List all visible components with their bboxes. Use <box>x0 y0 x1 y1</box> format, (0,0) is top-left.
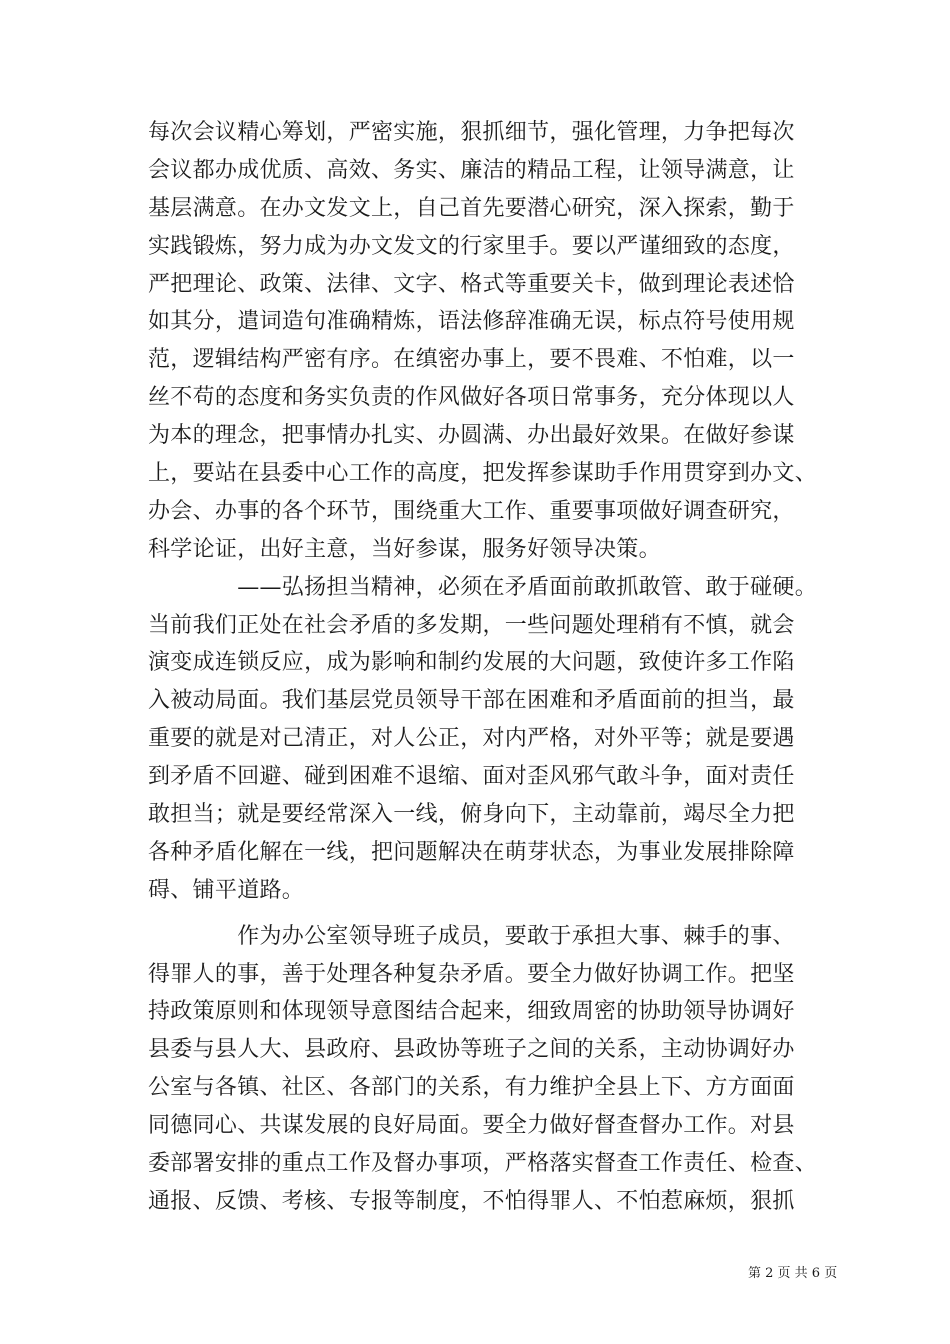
text-line: 当前我们正处在社会矛盾的多发期，一些问题处理稍有不慎，就会 <box>148 612 795 638</box>
text-line: 为本的理念，把事情办扎实、办圆满、办出最好效果。在做好参谋 <box>148 423 795 449</box>
paragraph-gap <box>148 910 818 918</box>
text-line: 到矛盾不回避、碰到困难不退缩、面对歪风邪气敢斗争，面对责任 <box>148 764 795 790</box>
body-text <box>148 114 818 1221</box>
text-line: 得罪人的事，善于处理各种复杂矛盾。要全力做好协调工作。把坚 <box>148 961 795 987</box>
text-line: 公室与各镇、社区、各部门的关系，有力维护全县上下、方方面面 <box>148 1075 795 1101</box>
text-line: 如其分，遣词造句准确精炼，语法修辞准确无误，标点符号使用规 <box>148 309 795 335</box>
text-line: 县委与县人大、县政府、县政协等班子之间的关系，主动协调好办 <box>148 1037 795 1063</box>
text-line: 办会、办事的各个环节，围绕重大工作、重要事项做好调查研究， <box>148 498 795 524</box>
text-line: 敢担当；就是要经常深入一线，俯身向下，主动靠前，竭尽全力把 <box>148 802 795 828</box>
text-line: 基层满意。在办文发文上，自己首先要潜心研究，深入探索，勤于 <box>148 195 795 221</box>
text-line: 丝不苟的态度和务实负责的作风做好各项日常事务，充分体现以人 <box>148 385 795 411</box>
text-line: 各种矛盾化解在一线，把问题解决在萌芽状态，为事业发展排除障 <box>148 839 795 865</box>
text-line: 范，逻辑结构严密有序。在缜密办事上，要不畏难、不怕难，以一 <box>148 347 795 373</box>
text-line: 每次会议精心筹划，严密实施，狠抓细节，强化管理，力争把每次 <box>148 120 795 145</box>
text-line: 入被动局面。我们基层党员领导干部在困难和矛盾面前的担当，最 <box>148 688 795 714</box>
text-line: 碍、铺平道路。 <box>148 877 305 903</box>
text-line: 同德同心、共谋发展的良好局面。要全力做好督查督办工作。对县 <box>148 1113 795 1139</box>
text-line: 科学论证，出好主意，当好参谋，服务好领导决策。 <box>148 536 661 562</box>
text-line: 通报、反馈、考核、专报等制度，不怕得罪人、不怕惹麻烦，狠抓 <box>148 1188 795 1214</box>
paragraph-start-line: 作为办公室领导班子成员，要敢于承担大事、棘手的事、 <box>148 923 795 949</box>
text-line: 严把理论、政策、法律、文字、格式等重要关卡，做到理论表述恰 <box>148 271 795 297</box>
text-line: 重要的就是对己清正，对人公正，对内严格，对外平等；就是要遇 <box>148 726 795 752</box>
text-line: 实践锻炼，努力成为办文发文的行家里手。要以严谨细致的态度， <box>148 233 795 259</box>
paragraph-start-line: ——弘扬担当精神，必须在矛盾面前敢抓敢管、敢于碰硬。 <box>148 574 818 600</box>
page-number-footer: 第 2 页 共 6 页 <box>748 1266 838 1281</box>
text-line: 持政策原则和体现领导意图结合起来，细致周密的协助领导协调好 <box>148 999 795 1025</box>
text-line: 上，要站在县委中心工作的高度，把发挥参谋助手作用贯穿到办文、 <box>148 461 818 487</box>
text-line: 会议都办成优质、高效、务实、廉洁的精品工程，让领导满意，让 <box>148 157 795 183</box>
text-line: 委部署安排的重点工作及督办事项，严格落实督查工作责任、检查、 <box>148 1151 818 1177</box>
text-line: 演变成连锁反应，成为影响和制约发展的大问题，致使许多工作陷 <box>148 650 795 676</box>
